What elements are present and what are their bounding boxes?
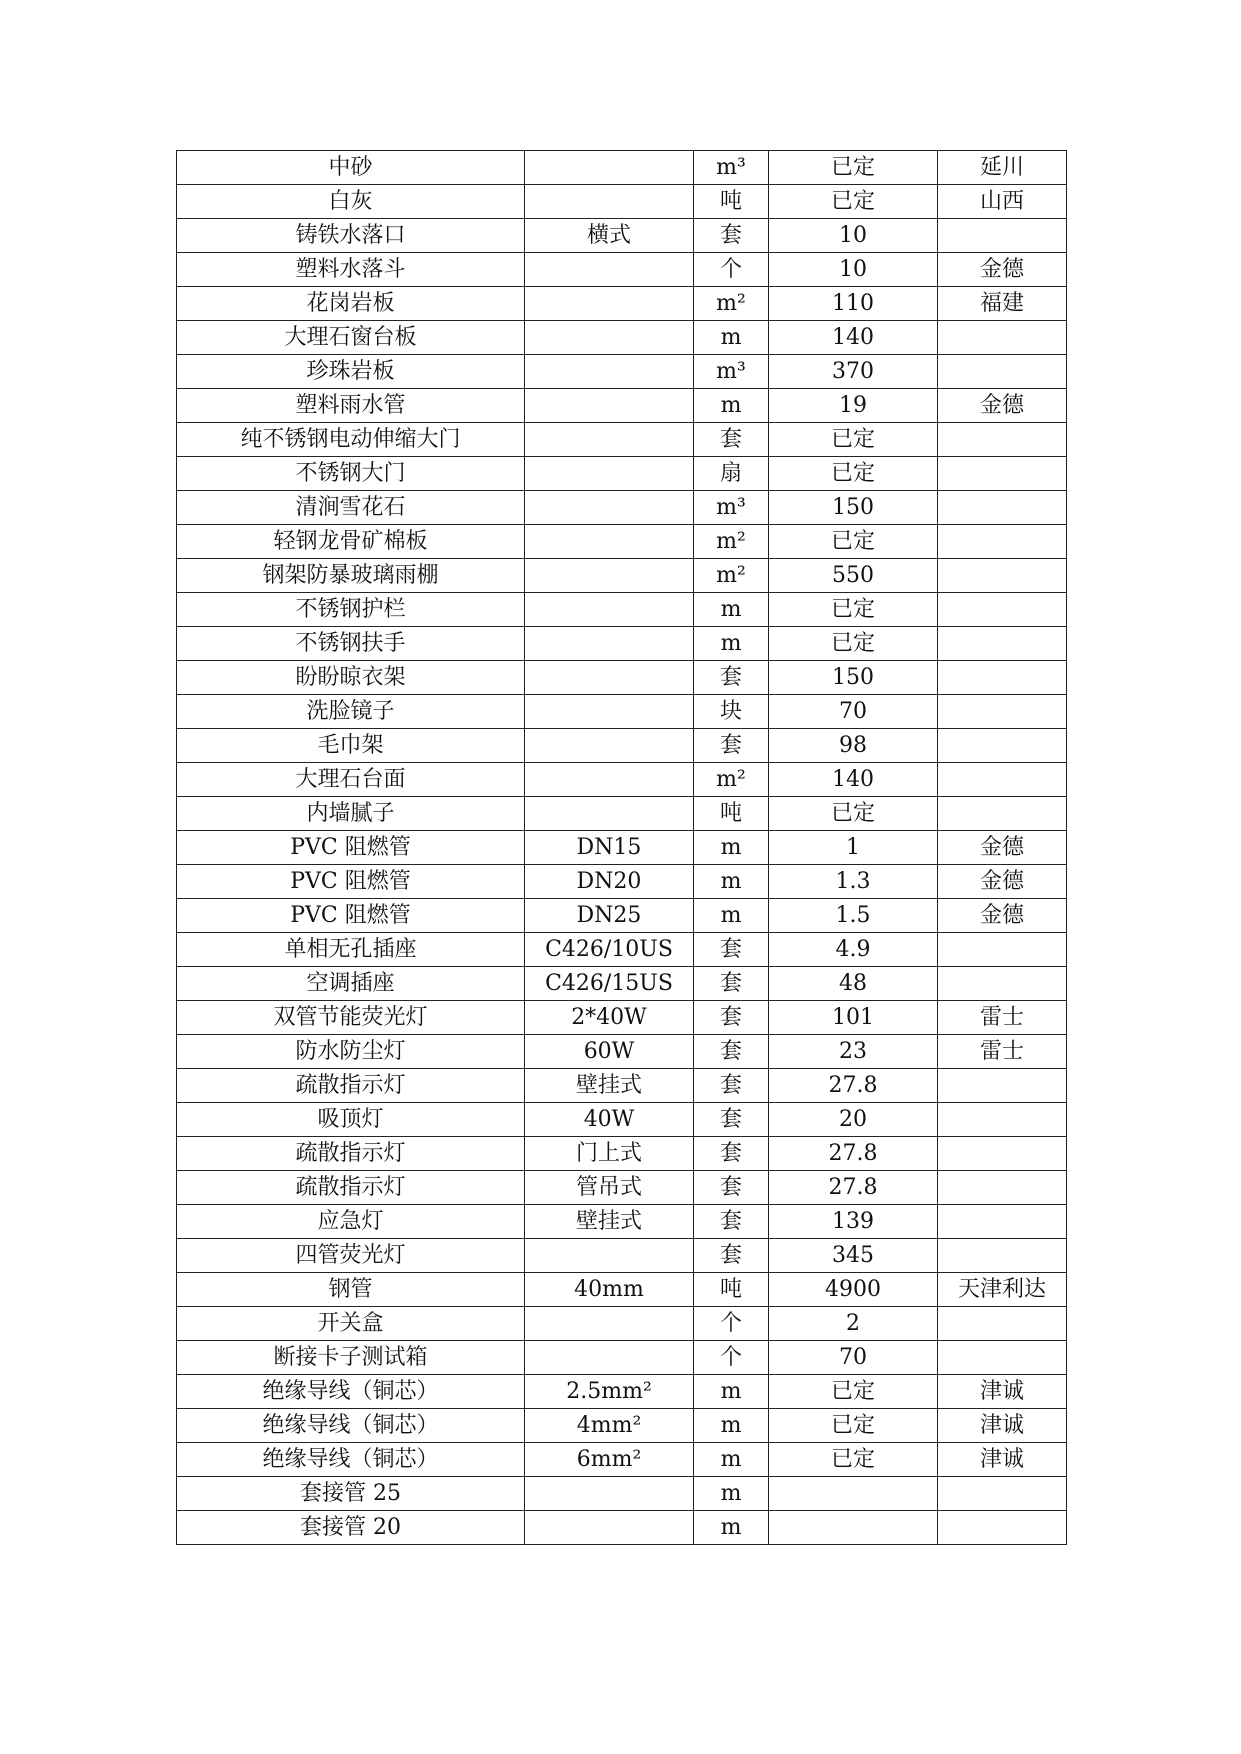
origin-cell: 金德 (938, 389, 1067, 423)
table-row (177, 559, 1067, 593)
material-name-cell: 吸顶灯 (177, 1103, 525, 1137)
material-name-cell: 断接卡子测试箱 (177, 1341, 525, 1375)
material-name-cell: 塑料水落斗 (177, 253, 525, 287)
table-row (177, 797, 1067, 831)
material-name-cell: PVC 阻燃管 (177, 899, 525, 933)
table-row (177, 729, 1067, 763)
material-name-cell: 轻钢龙骨矿棉板 (177, 525, 525, 559)
unit-cell: 套 (694, 219, 769, 253)
spec-cell (525, 287, 694, 321)
unit-cell: 套 (694, 423, 769, 457)
origin-cell: 雷士 (938, 1035, 1067, 1069)
materials-table (176, 150, 1067, 1545)
spec-cell (525, 1307, 694, 1341)
material-name-cell: 疏散指示灯 (177, 1069, 525, 1103)
price-cell: 140 (769, 763, 938, 797)
spec-cell: DN15 (525, 831, 694, 865)
table-row (177, 491, 1067, 525)
unit-cell: m (694, 1477, 769, 1511)
price-cell: 10 (769, 253, 938, 287)
material-name-cell: 开关盒 (177, 1307, 525, 1341)
price-cell: 1.3 (769, 865, 938, 899)
spec-cell: 门上式 (525, 1137, 694, 1171)
spec-cell: 横式 (525, 219, 694, 253)
material-name-cell: 防水防尘灯 (177, 1035, 525, 1069)
origin-cell (938, 1137, 1067, 1171)
unit-cell: m³ (694, 491, 769, 525)
material-name-cell: 大理石台面 (177, 763, 525, 797)
material-name-cell: 应急灯 (177, 1205, 525, 1239)
origin-cell (938, 695, 1067, 729)
unit-cell: m (694, 899, 769, 933)
material-name-cell: 钢管 (177, 1273, 525, 1307)
unit-cell: m (694, 321, 769, 355)
price-cell: 23 (769, 1035, 938, 1069)
spec-cell (525, 729, 694, 763)
spec-cell (525, 253, 694, 287)
price-cell: 20 (769, 1103, 938, 1137)
material-name-cell: 毛巾架 (177, 729, 525, 763)
unit-cell: 个 (694, 1341, 769, 1375)
origin-cell (938, 729, 1067, 763)
unit-cell: 套 (694, 729, 769, 763)
table-row (177, 1477, 1067, 1511)
unit-cell: 套 (694, 933, 769, 967)
spec-cell (525, 491, 694, 525)
table-row (177, 1409, 1067, 1443)
price-cell: 2 (769, 1307, 938, 1341)
material-name-cell: 铸铁水落口 (177, 219, 525, 253)
unit-cell: 个 (694, 253, 769, 287)
unit-cell: 套 (694, 661, 769, 695)
price-cell: 已定 (769, 423, 938, 457)
spec-cell: C426/10US (525, 933, 694, 967)
origin-cell: 金德 (938, 831, 1067, 865)
unit-cell: m (694, 1511, 769, 1545)
spec-cell (525, 695, 694, 729)
price-cell: 1.5 (769, 899, 938, 933)
price-cell (769, 1511, 938, 1545)
material-name-cell: PVC 阻燃管 (177, 865, 525, 899)
spec-cell (525, 1477, 694, 1511)
unit-cell: m (694, 1375, 769, 1409)
table-row (177, 219, 1067, 253)
spec-cell (525, 797, 694, 831)
unit-cell: 套 (694, 1069, 769, 1103)
material-name-cell: 绝缘导线（铜芯） (177, 1409, 525, 1443)
material-name-cell: 绝缘导线（铜芯） (177, 1443, 525, 1477)
spec-cell (525, 423, 694, 457)
table-row (177, 967, 1067, 1001)
table-row (177, 695, 1067, 729)
price-cell: 已定 (769, 525, 938, 559)
price-cell: 已定 (769, 457, 938, 491)
table-row (177, 151, 1067, 185)
spec-cell (525, 151, 694, 185)
material-name-cell: 套接管 25 (177, 1477, 525, 1511)
table-row (177, 287, 1067, 321)
unit-cell: 套 (694, 1103, 769, 1137)
spec-cell: 壁挂式 (525, 1069, 694, 1103)
table-row (177, 1069, 1067, 1103)
unit-cell: 套 (694, 1137, 769, 1171)
origin-cell (938, 355, 1067, 389)
table-row (177, 321, 1067, 355)
unit-cell: m (694, 831, 769, 865)
origin-cell (938, 627, 1067, 661)
spec-cell (525, 457, 694, 491)
price-cell: 48 (769, 967, 938, 1001)
unit-cell: m (694, 389, 769, 423)
price-cell: 110 (769, 287, 938, 321)
table-row (177, 1375, 1067, 1409)
price-cell: 已定 (769, 185, 938, 219)
unit-cell: 个 (694, 1307, 769, 1341)
material-name-cell: 绝缘导线（铜芯） (177, 1375, 525, 1409)
unit-cell: 吨 (694, 797, 769, 831)
material-name-cell: 单相无孔插座 (177, 933, 525, 967)
table-row (177, 1341, 1067, 1375)
table-row (177, 1137, 1067, 1171)
spec-cell: 40mm (525, 1273, 694, 1307)
spec-cell (525, 661, 694, 695)
spec-cell: 2*40W (525, 1001, 694, 1035)
material-name-cell: 钢架防暴玻璃雨棚 (177, 559, 525, 593)
origin-cell: 福建 (938, 287, 1067, 321)
table-row (177, 899, 1067, 933)
unit-cell: 套 (694, 1001, 769, 1035)
table-row (177, 933, 1067, 967)
unit-cell: m (694, 627, 769, 661)
unit-cell: m (694, 1443, 769, 1477)
price-cell: 140 (769, 321, 938, 355)
spec-cell: DN20 (525, 865, 694, 899)
price-cell: 4.9 (769, 933, 938, 967)
spec-cell (525, 389, 694, 423)
table-row (177, 1035, 1067, 1069)
spec-cell: 60W (525, 1035, 694, 1069)
origin-cell (938, 593, 1067, 627)
table-row (177, 1001, 1067, 1035)
spec-cell: 管吊式 (525, 1171, 694, 1205)
origin-cell: 雷士 (938, 1001, 1067, 1035)
spec-cell (525, 525, 694, 559)
spec-cell (525, 321, 694, 355)
origin-cell (938, 763, 1067, 797)
origin-cell (938, 661, 1067, 695)
material-name-cell: 珍珠岩板 (177, 355, 525, 389)
material-name-cell: 空调插座 (177, 967, 525, 1001)
material-name-cell: 双管节能荧光灯 (177, 1001, 525, 1035)
table-body (177, 151, 1067, 1545)
spec-cell: DN25 (525, 899, 694, 933)
spec-cell (525, 355, 694, 389)
material-name-cell: 疏散指示灯 (177, 1171, 525, 1205)
unit-cell: 套 (694, 967, 769, 1001)
price-cell: 101 (769, 1001, 938, 1035)
material-name-cell: 清涧雪花石 (177, 491, 525, 525)
unit-cell: 吨 (694, 185, 769, 219)
origin-cell: 金德 (938, 899, 1067, 933)
origin-cell (938, 1103, 1067, 1137)
table-row (177, 1511, 1067, 1545)
unit-cell: 吨 (694, 1273, 769, 1307)
origin-cell (938, 219, 1067, 253)
table-row (177, 593, 1067, 627)
unit-cell: 套 (694, 1035, 769, 1069)
origin-cell (938, 797, 1067, 831)
spec-cell: 6mm² (525, 1443, 694, 1477)
price-cell: 150 (769, 661, 938, 695)
spec-cell: 2.5mm² (525, 1375, 694, 1409)
material-name-cell: 花岗岩板 (177, 287, 525, 321)
material-name-cell: 中砂 (177, 151, 525, 185)
table-row (177, 1205, 1067, 1239)
spec-cell (525, 1511, 694, 1545)
material-name-cell: 套接管 20 (177, 1511, 525, 1545)
origin-cell: 金德 (938, 865, 1067, 899)
spec-cell (525, 763, 694, 797)
price-cell: 345 (769, 1239, 938, 1273)
origin-cell (938, 1307, 1067, 1341)
material-name-cell: PVC 阻燃管 (177, 831, 525, 865)
material-name-cell: 纯不锈钢电动伸缩大门 (177, 423, 525, 457)
material-name-cell: 不锈钢扶手 (177, 627, 525, 661)
origin-cell: 津诚 (938, 1409, 1067, 1443)
unit-cell: m³ (694, 355, 769, 389)
material-name-cell: 洗脸镜子 (177, 695, 525, 729)
price-cell: 70 (769, 695, 938, 729)
origin-cell: 津诚 (938, 1443, 1067, 1477)
price-cell: 98 (769, 729, 938, 763)
material-name-cell: 盼盼晾衣架 (177, 661, 525, 695)
material-name-cell: 内墙腻子 (177, 797, 525, 831)
price-cell: 已定 (769, 627, 938, 661)
origin-cell (938, 1239, 1067, 1273)
material-name-cell: 不锈钢护栏 (177, 593, 525, 627)
unit-cell: 扇 (694, 457, 769, 491)
unit-cell: 块 (694, 695, 769, 729)
spec-cell (525, 593, 694, 627)
origin-cell (938, 1171, 1067, 1205)
price-cell: 已定 (769, 151, 938, 185)
table-row (177, 185, 1067, 219)
table-row (177, 1443, 1067, 1477)
unit-cell: m² (694, 559, 769, 593)
table-row (177, 1103, 1067, 1137)
spec-cell (525, 1341, 694, 1375)
price-cell: 27.8 (769, 1069, 938, 1103)
price-cell: 139 (769, 1205, 938, 1239)
table-row (177, 865, 1067, 899)
origin-cell: 津诚 (938, 1375, 1067, 1409)
table-row (177, 355, 1067, 389)
price-cell: 已定 (769, 1375, 938, 1409)
unit-cell: m (694, 865, 769, 899)
table-row (177, 457, 1067, 491)
spec-cell: 壁挂式 (525, 1205, 694, 1239)
origin-cell: 天津利达 (938, 1273, 1067, 1307)
material-name-cell: 白灰 (177, 185, 525, 219)
table-row (177, 1307, 1067, 1341)
origin-cell (938, 321, 1067, 355)
table-row (177, 389, 1067, 423)
price-cell: 19 (769, 389, 938, 423)
material-name-cell: 塑料雨水管 (177, 389, 525, 423)
table-row (177, 831, 1067, 865)
origin-cell (938, 491, 1067, 525)
origin-cell (938, 423, 1067, 457)
origin-cell: 山西 (938, 185, 1067, 219)
origin-cell (938, 559, 1067, 593)
price-cell: 1 (769, 831, 938, 865)
table-row (177, 661, 1067, 695)
origin-cell (938, 525, 1067, 559)
spec-cell (525, 559, 694, 593)
spec-cell: 4mm² (525, 1409, 694, 1443)
price-cell: 10 (769, 219, 938, 253)
table-row (177, 1171, 1067, 1205)
origin-cell (938, 1341, 1067, 1375)
spec-cell: C426/15US (525, 967, 694, 1001)
origin-cell (938, 457, 1067, 491)
price-cell: 150 (769, 491, 938, 525)
unit-cell: m (694, 593, 769, 627)
origin-cell: 金德 (938, 253, 1067, 287)
material-name-cell: 四管荧光灯 (177, 1239, 525, 1273)
price-cell: 27.8 (769, 1171, 938, 1205)
unit-cell: m (694, 1409, 769, 1443)
table-row (177, 525, 1067, 559)
price-cell: 370 (769, 355, 938, 389)
table-row (177, 1239, 1067, 1273)
material-name-cell: 大理石窗台板 (177, 321, 525, 355)
spec-cell: 40W (525, 1103, 694, 1137)
origin-cell (938, 1511, 1067, 1545)
price-cell: 4900 (769, 1273, 938, 1307)
price-cell: 27.8 (769, 1137, 938, 1171)
unit-cell: m² (694, 525, 769, 559)
price-cell: 已定 (769, 1409, 938, 1443)
material-name-cell: 不锈钢大门 (177, 457, 525, 491)
price-cell: 已定 (769, 1443, 938, 1477)
unit-cell: m³ (694, 151, 769, 185)
material-name-cell: 疏散指示灯 (177, 1137, 525, 1171)
origin-cell: 延川 (938, 151, 1067, 185)
origin-cell (938, 1477, 1067, 1511)
spec-cell (525, 627, 694, 661)
price-cell: 70 (769, 1341, 938, 1375)
table-row (177, 253, 1067, 287)
unit-cell: m² (694, 763, 769, 797)
unit-cell: m² (694, 287, 769, 321)
price-cell: 已定 (769, 797, 938, 831)
origin-cell (938, 1205, 1067, 1239)
table-row (177, 763, 1067, 797)
table-row (177, 423, 1067, 457)
origin-cell (938, 967, 1067, 1001)
unit-cell: 套 (694, 1171, 769, 1205)
price-cell: 已定 (769, 593, 938, 627)
unit-cell: 套 (694, 1205, 769, 1239)
price-cell (769, 1477, 938, 1511)
price-cell: 550 (769, 559, 938, 593)
table-row (177, 627, 1067, 661)
origin-cell (938, 933, 1067, 967)
unit-cell: 套 (694, 1239, 769, 1273)
spec-cell (525, 185, 694, 219)
table-row (177, 1273, 1067, 1307)
spec-cell (525, 1239, 694, 1273)
origin-cell (938, 1069, 1067, 1103)
